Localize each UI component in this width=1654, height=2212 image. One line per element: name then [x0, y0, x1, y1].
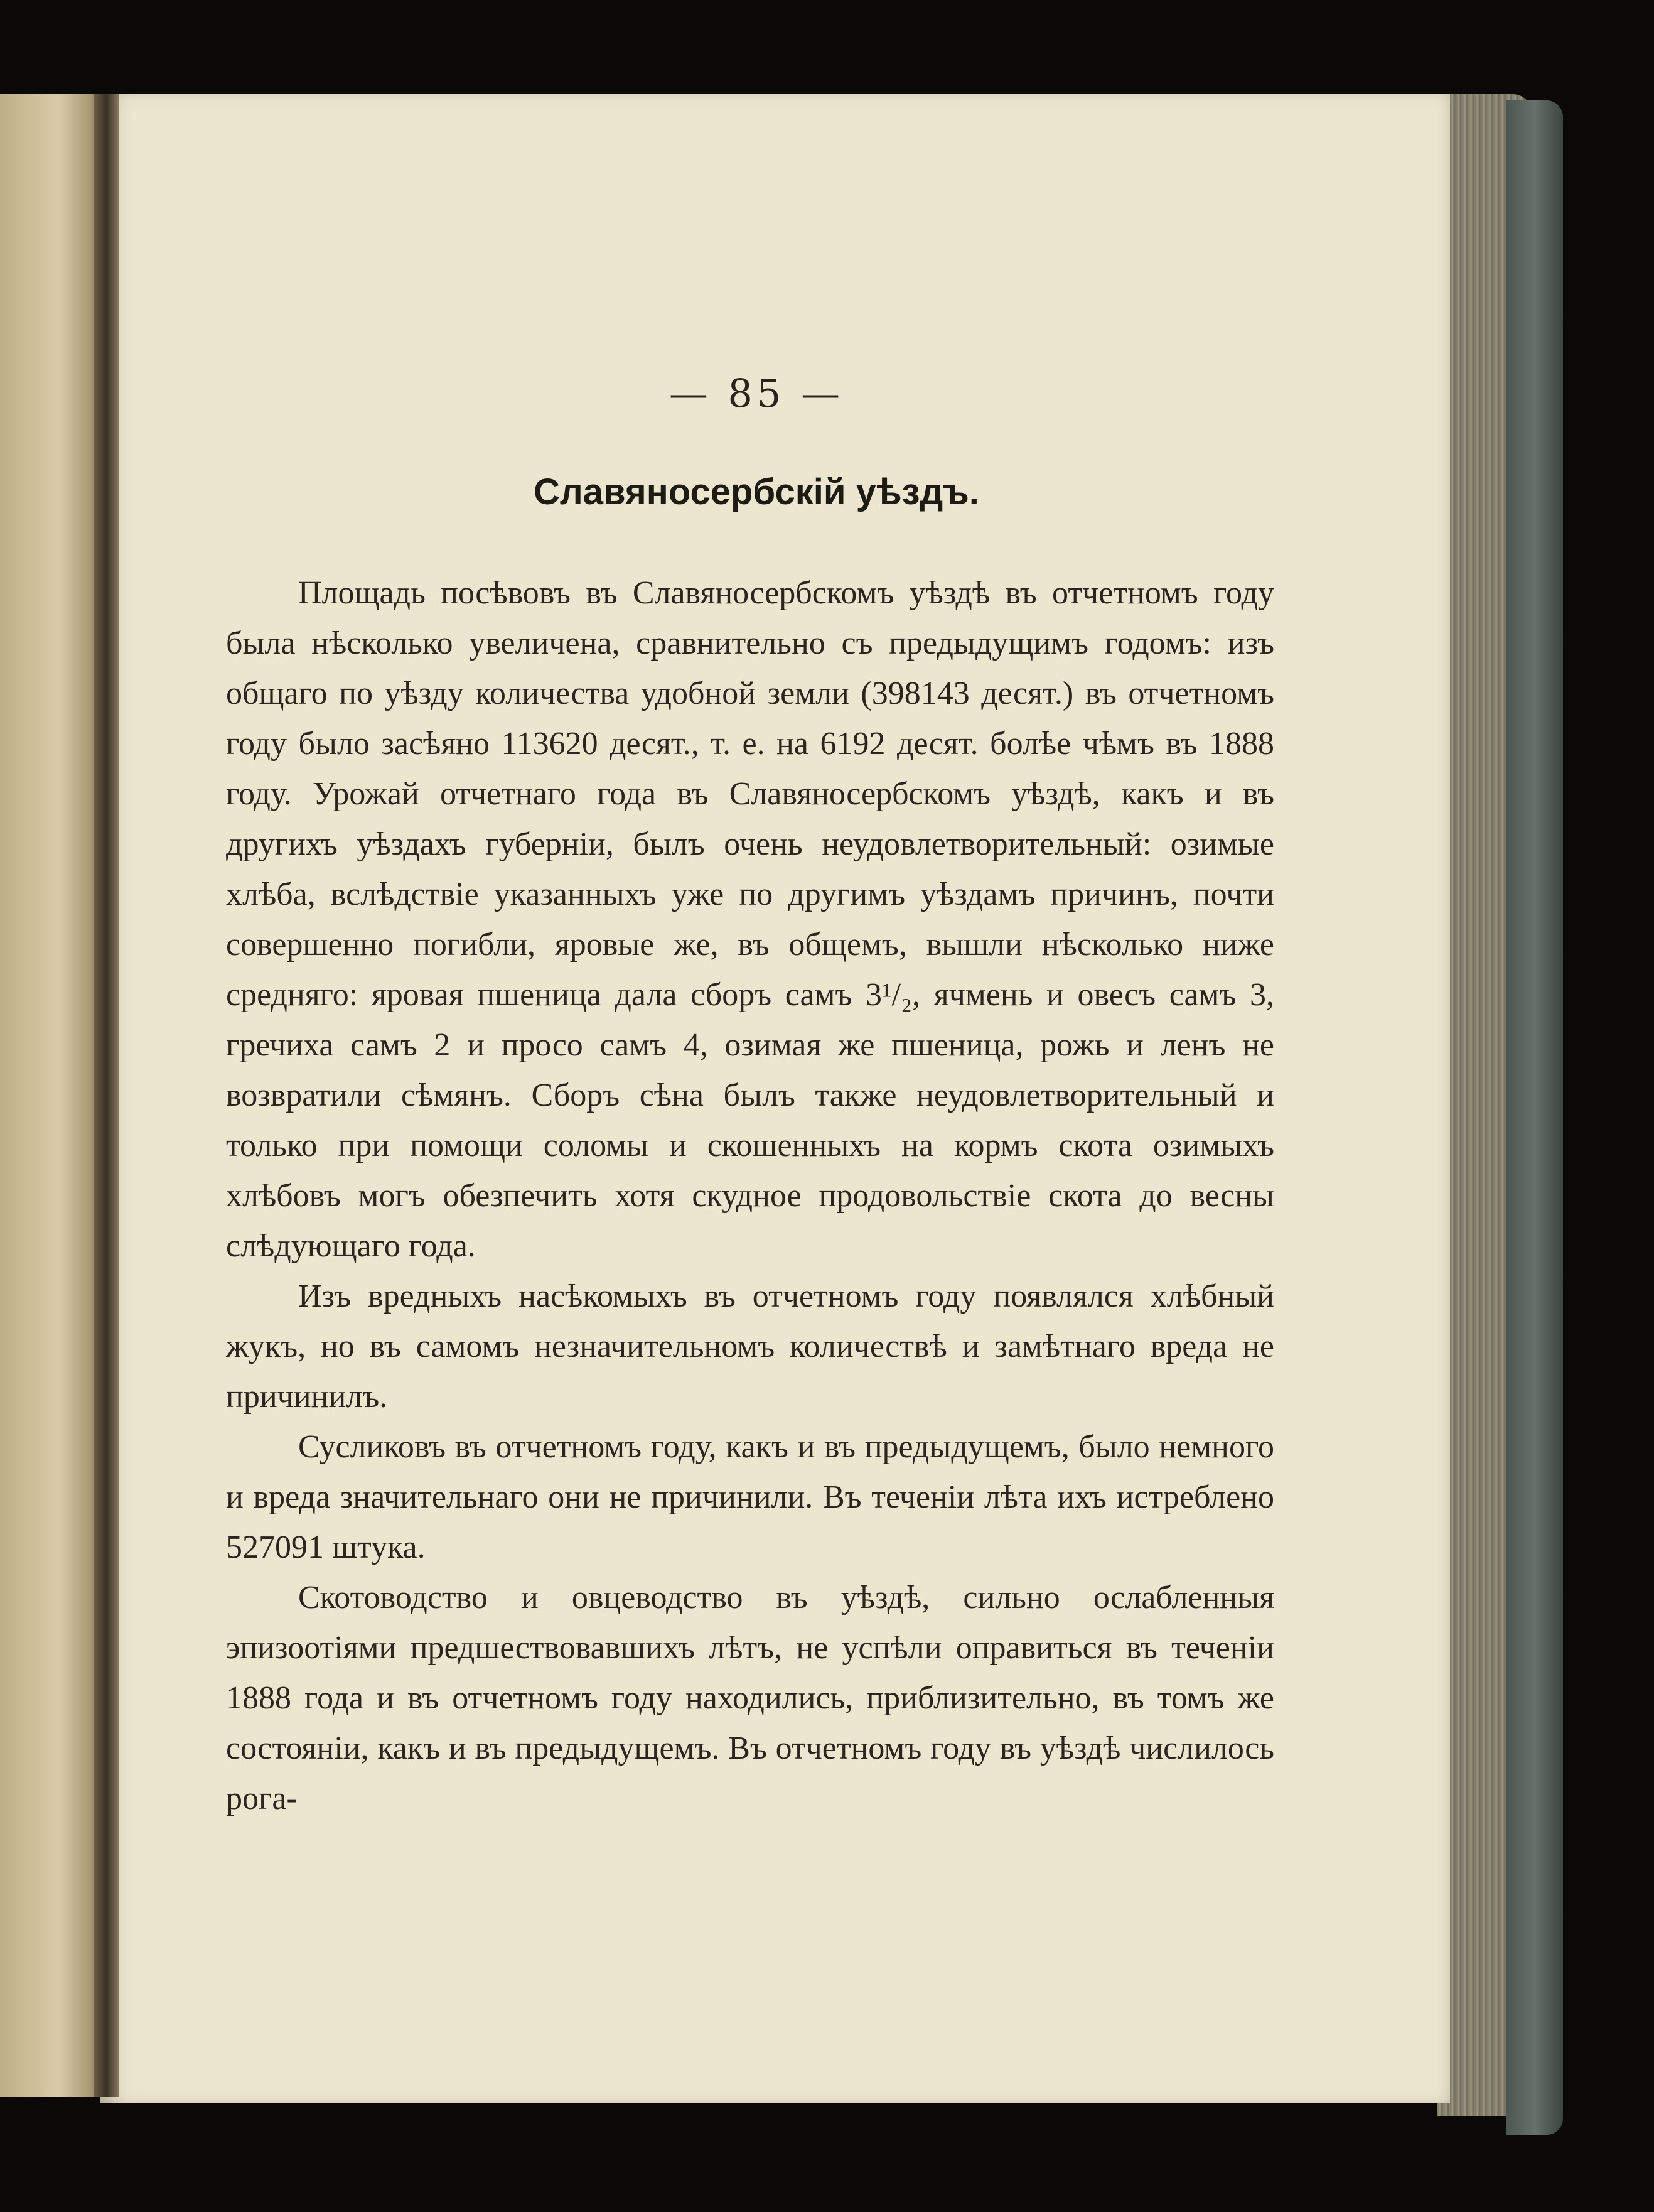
body-text [226, 568, 1274, 1824]
paragraph-2: Изъ вредныхъ насѣкомыхъ въ отчетномъ году появлялся хлѣбный жукъ, но въ самомъ незначительномъ количествѣ и замѣтнаго вреда не причинилъ. [226, 1278, 1274, 1415]
paragraph-3: Сусликовъ въ отчетномъ году, какъ и въ предыдущемъ, было немного и вреда значительнаго они не причинили. Въ теченіи лѣта ихъ истреблено 527091 штука. [226, 1429, 1274, 1565]
book-spine [94, 94, 119, 2097]
page-number: — 85 — [669, 370, 844, 416]
book-page [100, 94, 1450, 2103]
book-cover-edge [1506, 100, 1563, 2135]
paragraph-4: Скотоводство и овцеводство въ уѣздѣ, сильно ослабленныя эпизоотіями предшествовавшихъ лѣтъ, не успѣли оправиться въ теченіи 1888 года и въ отчетномъ году находились, приблизительно, въ томъ же состояніи, какъ и въ предыдущемъ. Въ отчетномъ году въ уѣздѣ числилось рога- [226, 1580, 1274, 1816]
paragraph-1: Площадь посѣвовъ въ Славяносербскомъ уѣздѣ въ отчетномъ году была нѣсколько увеличена, сравнительно съ предыдущимъ годомъ: изъ общаго по уѣзду количества удобной земли (398143 десят.) въ отчетномъ году было засѣяно 113620 десят., т. е. на 6192 десят. болѣе чѣмъ въ 1888 году. Урожай отчетнаго года въ Славяносербскомъ уѣздѣ, какъ и въ другихъ уѣздахъ губерніи, былъ очень неудовлетворительный: озимые хлѣба, вслѣдствіе указанныхъ уже по другимъ уѣздамъ причинъ, почти совершенно погибли, яровые же, въ общемъ, вышли нѣсколько ниже средняго: яровая пшеница дала сборъ самъ 3¹/₂, ячмень и овесъ самъ 3, гречиха самъ 2 и просо самъ 4, озимая же пшеница, рожь и ленъ не возвратили сѣмянъ. Сборъ сѣна былъ также неудовлетворительный и только при помощи соломы и скошенныхъ на кормъ скота озимыхъ хлѣбовъ могъ обезпечить хотя скудное продовольствіе скота до весны слѣдующаго года. [226, 575, 1274, 1264]
section-heading: Славяносербскій уѣздъ. [534, 472, 979, 512]
